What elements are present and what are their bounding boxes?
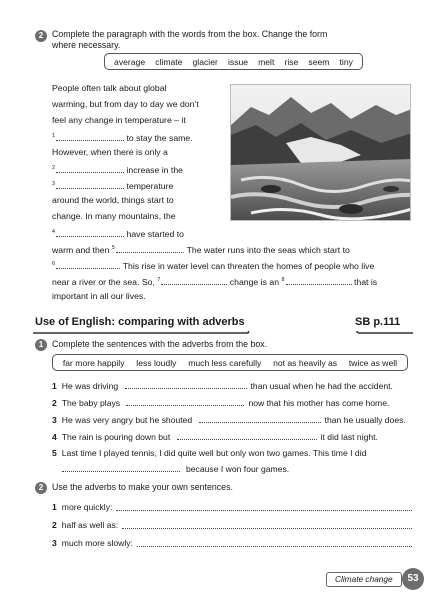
word-box-item: issue (227, 56, 249, 67)
item-text: now that his mother has come home. (248, 398, 390, 408)
paragraph-line: feel any change in temperature – it (52, 115, 186, 125)
list-item-continuation (62, 463, 289, 474)
gap-blank[interactable] (56, 228, 124, 237)
word-box-item: glacier (192, 56, 218, 67)
glacier-photo-illustration (231, 85, 411, 221)
gap-number: 8 (281, 277, 285, 283)
paragraph-text: to stay the same. (126, 132, 193, 143)
word-box-item: average (114, 56, 146, 67)
item-text: than he usually does. (324, 415, 406, 425)
item-text: because I won four games. (186, 464, 290, 474)
word-box-item: rise (284, 56, 299, 67)
item-number: 1 (52, 381, 57, 391)
item-text: it did last night. (320, 432, 378, 442)
exercise-number-badge: 1 (35, 339, 47, 351)
exercise-number-badge: 2 (35, 482, 47, 494)
item-number: 3 (52, 415, 57, 425)
list-item (52, 502, 412, 512)
answer-blank[interactable] (199, 414, 321, 423)
item-text: The rain is pouring down but (61, 432, 171, 442)
paragraph-text: temperature (126, 180, 174, 191)
instruction-line: Complete the paragraph with the words from the box. Change the form (52, 29, 328, 39)
paragraph-text: near a river or the sea. So, (52, 276, 155, 287)
gap-number: 1 (52, 133, 56, 139)
item-text: more quickly: (61, 502, 113, 512)
gap-blank[interactable] (56, 180, 124, 189)
paragraph-line: change. In many mountains, the (52, 211, 176, 221)
list-item (52, 520, 412, 530)
paragraph-text: increase in the (126, 164, 183, 175)
item-number: 2 (52, 398, 57, 408)
exercise-instruction: Complete the sentences with the adverbs from the box. (52, 339, 268, 349)
gap-number: 5 (111, 245, 115, 251)
gap-number: 4 (52, 229, 56, 235)
glacier-photo (230, 84, 411, 221)
item-text: The baby plays (61, 398, 121, 408)
paragraph-line: People often talk about global (52, 83, 167, 93)
list-item (52, 414, 406, 425)
answer-line[interactable] (122, 520, 412, 529)
list-item (52, 538, 412, 548)
word-box-item: less loudly (136, 357, 177, 368)
word-box-item: tiny (339, 56, 353, 67)
item-text: He was driving (61, 381, 119, 391)
gap-blank[interactable] (56, 260, 118, 269)
word-box-item: not as heavily as (273, 357, 338, 368)
paragraph-text: change is an (229, 276, 280, 287)
answer-blank[interactable] (177, 431, 317, 440)
paragraph-text: warm and then (52, 244, 110, 255)
instruction-line: where necessary. (52, 40, 121, 50)
answer-blank[interactable] (62, 463, 180, 472)
student-book-reference: SB p.111 (355, 316, 401, 328)
gap-blank[interactable] (286, 276, 352, 285)
item-text: He was very angry but he shouted (61, 415, 193, 425)
gap-blank[interactable] (161, 276, 227, 285)
footer-topic: Climate change (326, 572, 402, 587)
paragraph-text: that is (353, 276, 378, 287)
word-box-item: far more happily (62, 357, 125, 368)
gap-number: 2 (52, 165, 56, 171)
list-item (52, 431, 378, 442)
word-box-item: seem (308, 56, 330, 67)
gap-number: 7 (157, 277, 161, 283)
word-box (104, 53, 363, 70)
gap-number: 6 (52, 261, 56, 267)
answer-blank[interactable] (126, 397, 244, 406)
word-box-item: twice as well (348, 357, 398, 368)
item-number: 5 (52, 448, 57, 458)
exercise-number-badge: 2 (35, 30, 47, 42)
word-box-item: climate (155, 56, 183, 67)
exercise-instruction (52, 29, 327, 51)
section-rule (33, 331, 413, 337)
paragraph-text: . The water runs into the seas which start to (181, 244, 350, 255)
item-text: much more slowly: (61, 538, 133, 548)
gap-blank[interactable] (56, 132, 124, 141)
paragraph-line: around the world, things start to (52, 195, 174, 205)
item-number: 2 (52, 520, 57, 530)
item-text: half as well as: (61, 520, 119, 530)
item-number: 4 (52, 432, 57, 442)
word-box-item: melt (258, 56, 275, 67)
exercise-instruction: Use the adverbs to make your own sentences. (52, 482, 233, 492)
gap-blank[interactable] (116, 244, 182, 253)
gap-number: 3 (52, 181, 56, 187)
paragraph-line: warming, but from day to day we don’t (52, 99, 199, 109)
list-item (52, 448, 366, 458)
answer-blank[interactable] (125, 380, 247, 389)
list-item (52, 397, 389, 408)
item-text: than usual when he had the accident. (250, 381, 393, 391)
list-item (52, 380, 393, 391)
section-title: Use of English: comparing with adverbs (35, 316, 245, 328)
answer-line[interactable] (116, 502, 412, 511)
page-number: 53 (402, 568, 424, 590)
paragraph-line: However, when there is only a (52, 147, 168, 157)
answer-line[interactable] (137, 538, 412, 547)
paragraph-text: have started to (126, 228, 184, 239)
item-number: 3 (52, 538, 57, 548)
gap-blank[interactable] (56, 164, 124, 173)
item-text: Last time I played tennis, I did quite well but only won two games. This time I did (61, 448, 367, 458)
paragraph-line: important in all our lives. (52, 291, 146, 301)
word-box-item: much less carefully (188, 357, 262, 368)
paragraph-text: . This rise in water level can threaten the homes of people who live (118, 260, 375, 271)
word-box (52, 354, 408, 371)
item-number: 1 (52, 502, 57, 512)
